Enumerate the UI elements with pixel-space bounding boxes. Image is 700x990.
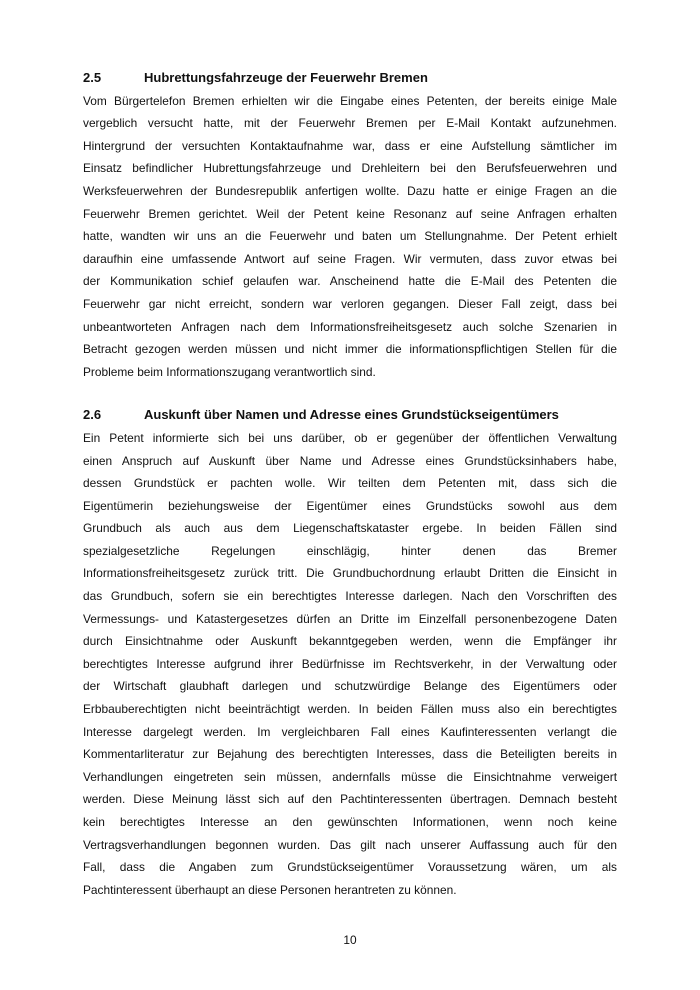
text-line: Vermessungs- und Katastergesetzes dürfen an Dritte im Einzelfall personenbezogene Daten [83, 611, 617, 626]
text-line: Hintergrund der versuchten Kontaktaufnahme war, dass er eine Aufstellung sämtlicher im [83, 138, 617, 153]
section-heading [83, 67, 617, 90]
text-line: hatte, wandten wir uns an die Feuerwehr und baten um Stellungnahme. Der Petent erhielt [83, 229, 617, 244]
section-title: Hubrettungsfahrzeuge der Feuerwehr Bremen [144, 70, 428, 85]
text-line: Kommentarliteratur zur Bejahung des berechtigten Interesses, dass die Beteiligten bereits in [83, 747, 617, 762]
text-line: Probleme beim Informationszugang verantwortlich sind. [83, 364, 376, 379]
text-line: Werksfeuerwehren der Bundesrepublik anfertigen wollte. Dazu hatte er einige Fragen an die [83, 183, 617, 198]
text-line: Informationsfreiheitsgesetz zurück tritt. Die Grundbuchordnung erlaubt Dritten die Einsicht in [83, 566, 617, 581]
paragraph [83, 90, 617, 384]
text-line: vergeblich versucht hatte, mit der Feuerwehr Bremen per E-Mail Kontakt aufzunehmen. [83, 116, 617, 131]
text-line: kein berechtigtes Interesse an den gewünschten Informationen, wenn noch keine [83, 815, 617, 829]
text-line: der Wirtschaft glaubhaft darlegen und schutzwürdige Belange des Eigentümers oder [83, 679, 617, 694]
text-line: der Kommunikation schief gelaufen war. Anscheinend hatte die E-Mail des Petenten die [83, 274, 617, 289]
text-line: werden. Diese Meinung lässt sich auf den Pachtinteressenten übertragen. Demnach besteht [83, 792, 617, 807]
text-line: Verhandlungen eingetreten sein müssen, andernfalls müsse die Einsichtnahme verweigert [83, 769, 617, 784]
sections [83, 67, 617, 901]
text-line: daraufhin eine umfassende Antwort auf seine Fragen. Wir vermuten, dass zuvor etwas bei [83, 251, 617, 266]
text-line: Ein Petent informierte sich bei uns darüber, ob er gegenüber der öffentlichen Verwaltung [83, 430, 617, 445]
text-line: Grundbuch als auch aus dem Liegenschaftskataster ergebe. In beiden Fällen sind [83, 521, 617, 536]
text-line: dessen Grundstück er pachten wolle. Wir teilten dem Petenten mit, dass sich die [83, 476, 617, 491]
text-line: Feuerwehr gar nicht erreicht, sondern war verloren gegangen. Dieser Fall zeigt, dass bei [83, 296, 617, 311]
section-number: 2.6 [83, 407, 102, 423]
text-line: durch Einsichtnahme oder Auskunft bekanntgegeben werden, wenn die Empfänger ihr [83, 634, 617, 649]
section-heading [83, 404, 617, 427]
text-line: spezialgesetzliche Regelungen einschlägig, hinter denen das Bremer [83, 543, 617, 558]
text-line: berechtigtes Interesse aufgrund ihrer Bedürfnisse im Rechtsverkehr, in der Verwaltung oder [83, 656, 617, 671]
text-line: Betracht gezogen werden müssen und nicht immer die informationspflichtigen Stellen für die [83, 342, 617, 357]
text-line: einen Anspruch auf Auskunft über Name und Adresse eines Grundstücksinhabers habe, [83, 453, 617, 468]
page-number: 10 [343, 933, 357, 947]
text-line: Pachtinteressent überhaupt an diese Personen herantreten zu können. [83, 882, 457, 897]
text-line: Feuerwehr Bremen gerichtet. Weil der Petent keine Resonanz auf seine Anfragen erhalten [83, 206, 617, 221]
paragraph [83, 427, 617, 901]
text-line: unbeantworteten Anfragen nach dem Informationsfreiheitsgesetz auch solche Szenarien in [83, 319, 617, 334]
text-line: Vertragsverhandlungen begonnen wurden. Das gilt nach unserer Auffassung auch für den [83, 837, 617, 852]
section [83, 404, 617, 901]
text-line: Vom Bürgertelefon Bremen erhielten wir die Eingabe eines Petenten, der bereits einige Male [83, 93, 617, 108]
text-line: das Grundbuch, sofern sie ein berechtigtes Interesse darlegen. Nach den Vorschriften des [83, 589, 617, 604]
text-line: Einsatz befindlicher Hubrettungsfahrzeuge und Drehleitern bei den Berufsfeuerwehren und [83, 161, 617, 176]
section-title: Auskunft über Namen und Adresse eines Grundstückseigentümers [144, 407, 559, 423]
section [83, 67, 617, 383]
text-line: Interesse dargelegt werden. Im vergleichbaren Fall eines Kaufinteressenten verlangt die [83, 724, 617, 739]
section-number: 2.5 [83, 70, 102, 85]
text-line: Erbbauberechtigten nicht beeinträchtigt werden. In beiden Fällen muss also ein berechtigtes [83, 702, 617, 717]
text-line: Eigentümerin beziehungsweise der Eigentümer eines Grundstücks sowohl aus dem [83, 498, 617, 513]
text-line: Fall, dass die Angaben zum Grundstückseigentümer Voraussetzung wären, um als [83, 860, 617, 875]
